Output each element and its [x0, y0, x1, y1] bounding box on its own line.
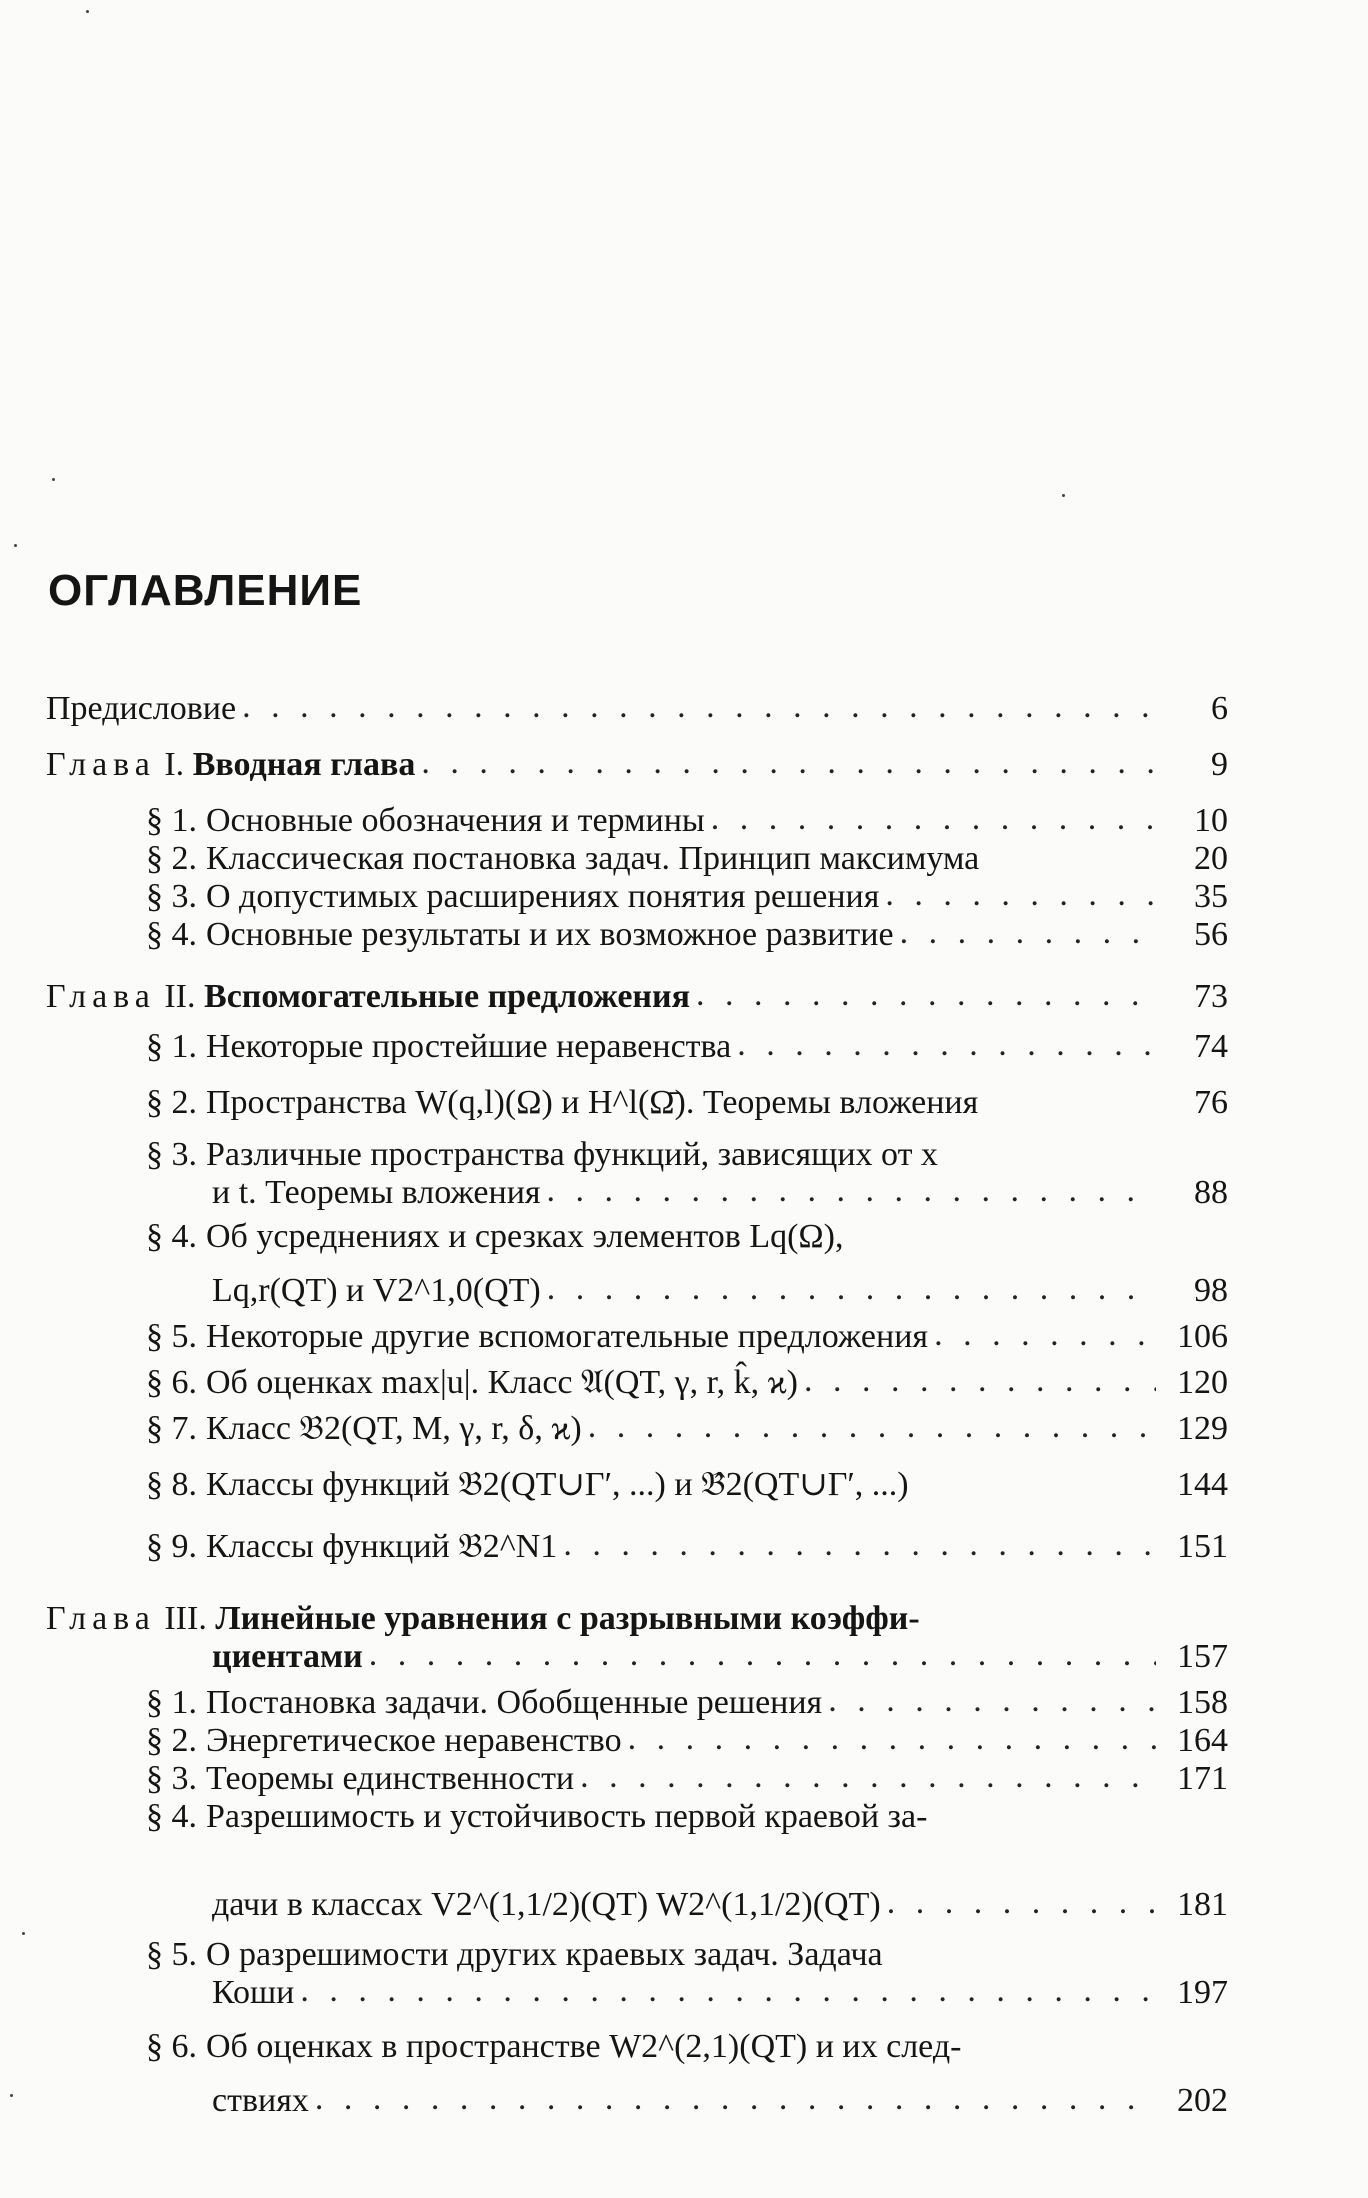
section-title-cont: и t. Теоремы вложения: [212, 1174, 547, 1212]
page-number: 129: [1177, 1410, 1228, 1447]
page-number: 56: [1194, 916, 1228, 953]
leader-dots: [885, 876, 1156, 914]
section-title: Различные пространства функций, зависящих от x: [206, 1136, 938, 1173]
scan-speck: [52, 478, 55, 481]
page-number: 120: [1177, 1364, 1228, 1401]
chapter-number: III.: [164, 1600, 207, 1637]
section-title: Классическая постановка задач. Принцип максимума: [206, 840, 980, 877]
chapter-number: I.: [164, 746, 185, 783]
section-title-cont: ствиях: [212, 2082, 315, 2120]
leader-dots: [588, 1408, 1156, 1446]
chapter-number: II.: [164, 978, 196, 1015]
page-number: 9: [1211, 746, 1228, 783]
leader-dots: [737, 1026, 1156, 1064]
section-number: § 6.: [146, 1364, 197, 1401]
leader-dots: [696, 976, 1156, 1014]
toc-section-2-1[interactable]: [46, 1028, 1228, 1066]
toc-section-2-9[interactable]: [46, 1528, 1228, 1566]
chapter-prefix: Глава: [46, 746, 156, 783]
section-number: § 3.: [146, 1760, 197, 1797]
page-number: 157: [1177, 1638, 1228, 1675]
section-number: § 6.: [146, 2028, 197, 2065]
page-number: 106: [1177, 1318, 1228, 1355]
section-title: Разрешимость и устойчивость первой краевой за-: [206, 1798, 928, 1835]
leader-dots: [804, 1362, 1156, 1400]
page-number: 88: [1194, 1174, 1228, 1211]
section-number: § 4.: [146, 1218, 197, 1255]
toc-section-3-4[interactable]: [46, 1798, 1228, 1836]
leader-dots: [711, 800, 1156, 838]
page-number: 158: [1177, 1684, 1228, 1721]
toc-section-2-6[interactable]: [46, 1364, 1228, 1402]
leader-dots: [934, 1316, 1156, 1354]
page-number: 6: [1211, 690, 1228, 727]
section-number: § 2.: [146, 1084, 197, 1121]
section-title-cont: Коши: [212, 1974, 300, 2012]
toc-section-3-1[interactable]: [46, 1684, 1228, 1722]
toc-section-3-4-cont[interactable]: [46, 1886, 1228, 1924]
page-number: 171: [1177, 1760, 1228, 1797]
section-title: Некоторые простейшие неравенства: [206, 1028, 732, 1065]
page-number: 20: [1194, 840, 1228, 877]
section-title: Постановка задачи. Обобщенные решения: [206, 1684, 823, 1721]
toc-section-2-3-cont[interactable]: [46, 1174, 1228, 1212]
leader-dots: [547, 1270, 1156, 1308]
leader-dots: [547, 1172, 1156, 1210]
leader-dots: [887, 1884, 1156, 1922]
toc-section-3-6[interactable]: [46, 2028, 1228, 2066]
chapter-title: Линейные уравнения с разрывными коэффи-: [215, 1600, 920, 1637]
section-number: § 7.: [146, 1410, 197, 1447]
toc-chapter-3[interactable]: [46, 1600, 1228, 1638]
scan-speck: [14, 544, 17, 547]
section-title: Пространства W(q,l)(Ω) и H^l(Ω̄). Теоремы вложения: [206, 1084, 979, 1121]
section-number: § 9.: [146, 1528, 197, 1565]
toc-section-1-3[interactable]: [46, 878, 1228, 916]
section-title-cont: дачи в классах V2^(1,1/2)(QT) W2^(1,1/2)(QT): [212, 1886, 887, 1924]
toc-section-3-2[interactable]: [46, 1722, 1228, 1760]
section-number: § 8.: [146, 1466, 197, 1503]
toc-section-2-5[interactable]: [46, 1318, 1228, 1356]
leader-dots: [300, 1972, 1156, 2010]
section-number: § 5.: [146, 1318, 197, 1355]
section-number: § 2.: [146, 1722, 197, 1759]
toc-section-2-4[interactable]: [46, 1218, 1228, 1256]
section-title: О допустимых расширениях понятия решения: [206, 878, 880, 915]
toc-section-1-2[interactable]: [46, 840, 1228, 878]
scan-speck: [22, 1932, 25, 1935]
leader-dots: [421, 744, 1156, 782]
toc-section-2-7[interactable]: [46, 1410, 1228, 1448]
leader-dots: [580, 1758, 1156, 1796]
toc-chapter-1[interactable]: [46, 746, 1228, 784]
section-number: § 2.: [146, 840, 197, 877]
toc-section-1-1[interactable]: [46, 802, 1228, 840]
page-number: 197: [1177, 1974, 1228, 2011]
page-number: 74: [1194, 1028, 1228, 1065]
scan-speck: [10, 2094, 13, 2097]
scan-speck: [1062, 494, 1065, 497]
section-title: Основные результаты и их возможное развитие: [206, 916, 894, 953]
leader-dots: [242, 688, 1156, 726]
section-title: Основные обозначения и термины: [206, 802, 705, 839]
leader-dots: [828, 1682, 1156, 1720]
toc-entry-label: Предисловие: [46, 690, 242, 728]
leader-dots: [900, 914, 1156, 952]
toc-entry-preface[interactable]: [46, 690, 1228, 728]
toc-section-3-6-cont[interactable]: [46, 2082, 1228, 2120]
section-title: Энергетическое неравенство: [206, 1722, 622, 1759]
section-title: Об усреднениях и срезках элементов Lq(Ω),: [206, 1218, 844, 1255]
section-number: § 1.: [146, 802, 197, 839]
toc-section-2-2[interactable]: [46, 1084, 1228, 1122]
toc-section-3-5-cont[interactable]: [46, 1974, 1228, 2012]
page-number: 76: [1194, 1084, 1228, 1121]
section-title: Классы функций 𝔅2^N1: [206, 1528, 558, 1565]
page-number: 164: [1177, 1722, 1228, 1759]
chapter-prefix: Глава: [46, 978, 156, 1015]
toc-section-3-5[interactable]: [46, 1936, 1228, 1974]
toc-chapter-3-cont[interactable]: [46, 1638, 1228, 1676]
toc-section-2-3[interactable]: [46, 1136, 1228, 1174]
toc-chapter-2[interactable]: [46, 978, 1228, 1016]
section-title: Классы функций 𝔅2(QT∪Γ′, ...) и 𝔅̂2(QT∪Γ′, ...): [206, 1466, 909, 1503]
section-title: Об оценках max|u|. Класс 𝔄(QT, γ, r, k̂, ϰ): [206, 1364, 799, 1401]
chapter-title: Вспомогательные предложения: [204, 978, 691, 1015]
section-number: § 1.: [146, 1028, 197, 1065]
toc-section-2-4-cont[interactable]: [46, 1272, 1228, 1310]
section-number: § 5.: [146, 1936, 197, 1973]
section-number: § 4.: [146, 1798, 197, 1835]
scan-speck: [86, 10, 89, 13]
chapter-title-cont: циентами: [212, 1638, 369, 1676]
page-number: 151: [1177, 1528, 1228, 1565]
section-title: Некоторые другие вспомогательные предложения: [206, 1318, 929, 1355]
section-number: § 3.: [146, 878, 197, 915]
section-title: Об оценках в пространстве W2^(2,1)(QT) и их след-: [206, 2028, 962, 2065]
page-number: 202: [1177, 2082, 1228, 2119]
page-number: 35: [1194, 878, 1228, 915]
toc-section-3-3[interactable]: [46, 1760, 1228, 1798]
toc-section-1-4[interactable]: [46, 916, 1228, 954]
section-title: О разрешимости других краевых задач. Задача: [206, 1936, 883, 1973]
section-title: Теоремы единственности: [206, 1760, 575, 1797]
leader-dots: [628, 1720, 1156, 1758]
section-title: Класс 𝔅2(QT, M, γ, r, δ, ϰ): [206, 1410, 582, 1447]
page-number: 144: [1177, 1466, 1228, 1503]
page-title: ОГЛАВЛЕНИЕ: [48, 566, 363, 615]
table-of-contents: [46, 690, 1228, 2120]
section-number: § 3.: [146, 1136, 197, 1173]
page-number: 10: [1194, 802, 1228, 839]
toc-section-2-8[interactable]: [46, 1466, 1228, 1504]
page-number: 181: [1177, 1886, 1228, 1923]
leader-dots: [369, 1636, 1156, 1674]
chapter-title: Вводная глава: [192, 746, 416, 783]
leader-dots: [563, 1526, 1156, 1564]
chapter-prefix: Глава: [46, 1600, 156, 1637]
section-title-cont: Lq,r(QT) и V2^1,0(QT): [212, 1272, 547, 1310]
leader-dots: [315, 2080, 1156, 2118]
page-number: 73: [1194, 978, 1228, 1015]
section-number: § 4.: [146, 916, 197, 953]
section-number: § 1.: [146, 1684, 197, 1721]
page-number: 98: [1194, 1272, 1228, 1309]
